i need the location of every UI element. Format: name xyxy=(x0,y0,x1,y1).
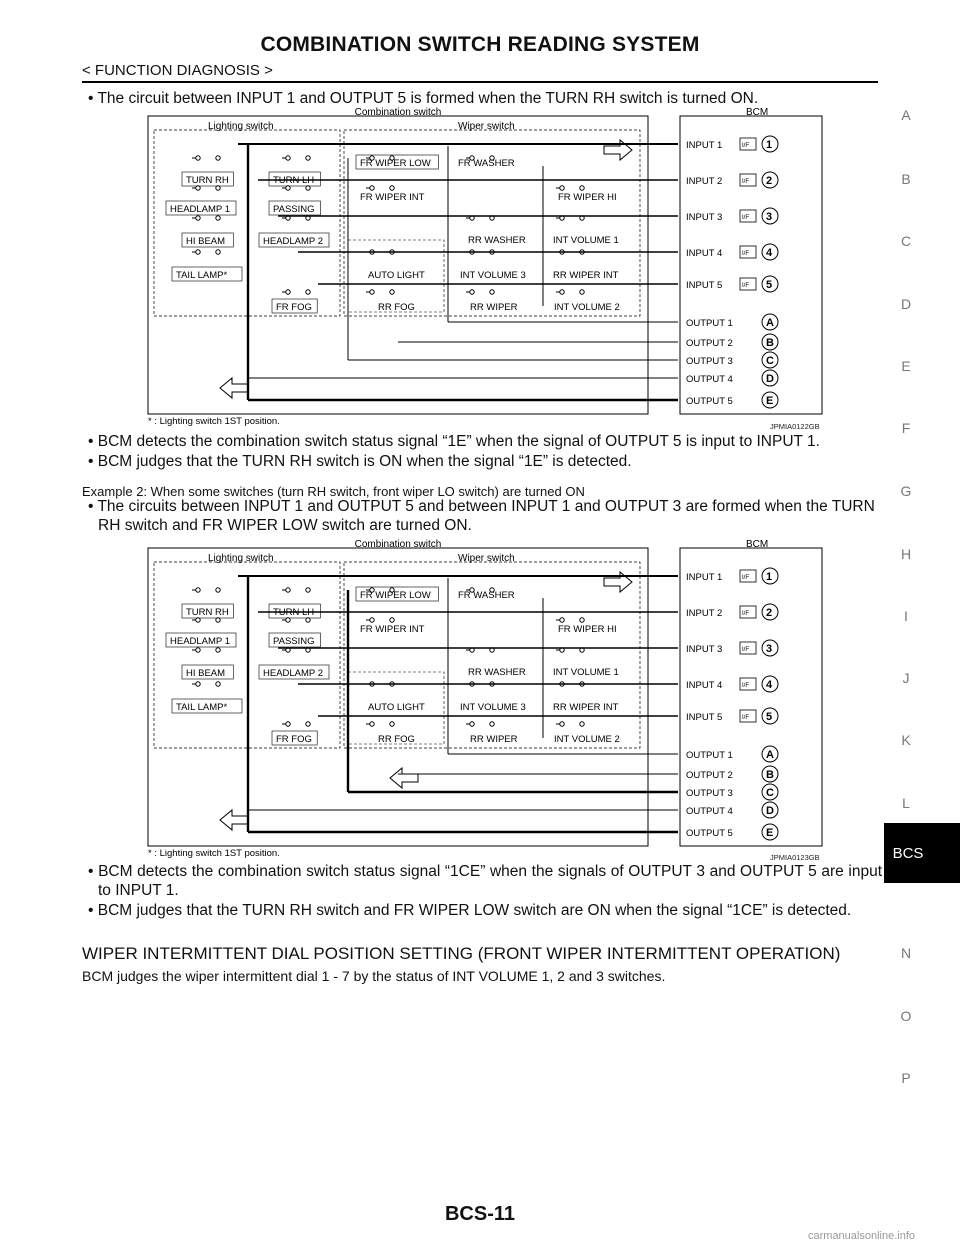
switch-label: INT VOLUME 1 xyxy=(553,667,619,678)
side-tab-n[interactable]: N xyxy=(900,945,912,961)
side-tab-j[interactable]: J xyxy=(902,670,910,686)
switch-label: PASSING xyxy=(273,636,315,647)
switch-label: FR WIPER HI xyxy=(558,624,617,635)
switch-label: RR WIPER xyxy=(470,734,518,745)
side-tab-c[interactable]: C xyxy=(900,233,912,249)
switch-turn-lh xyxy=(282,588,310,592)
bcm-output-label: OUTPUT 5 xyxy=(686,396,733,407)
bcm-input-label: INPUT 2 xyxy=(686,608,723,619)
bcm-input-label: INPUT 4 xyxy=(686,248,723,259)
diagram-footnote: * : Lighting switch 1ST position. xyxy=(148,848,280,859)
output-letter: A xyxy=(766,749,774,761)
switch-label: HEADLAMP 2 xyxy=(263,668,324,679)
side-tab-p[interactable]: P xyxy=(901,1070,911,1086)
if-label: I/F xyxy=(742,251,749,257)
section-intro: BCM judges the wiper intermittent dial 1 - 7 by the status of INT VOLUME 1, 2 and 3 switches. xyxy=(82,968,666,984)
bcm-output-label: OUTPUT 5 xyxy=(686,828,733,839)
switch-label: FR WASHER xyxy=(458,158,515,169)
flow-arrow-left-icon xyxy=(220,810,248,830)
switch-label: TURN RH xyxy=(186,607,229,618)
bcm-input-label: INPUT 1 xyxy=(686,572,723,583)
switch-label: FR FOG xyxy=(276,734,312,745)
breadcrumb: < FUNCTION DIAGNOSIS > xyxy=(82,62,273,79)
bcm-input-label: INPUT 5 xyxy=(686,280,723,291)
switch-label: FR WIPER INT xyxy=(360,192,425,203)
if-label: I/F xyxy=(742,143,749,149)
bcm-output-label: OUTPUT 1 xyxy=(686,750,733,761)
bcm-input-label: INPUT 4 xyxy=(686,680,723,691)
output-letter: E xyxy=(766,395,774,407)
switch-label: RR WIPER INT xyxy=(553,702,619,713)
switch-label: TURN RH xyxy=(186,175,229,186)
side-tab-d[interactable]: D xyxy=(900,296,912,312)
if-label: I/F xyxy=(742,215,749,221)
bcm-output-label: OUTPUT 4 xyxy=(686,806,733,817)
wiper-switch-label: Wiper switch xyxy=(458,121,515,132)
input-number: 4 xyxy=(766,679,773,691)
if-label: I/F xyxy=(742,575,749,581)
lighting-switch-label: Lighting switch xyxy=(208,121,274,132)
switch-label: TURN LH xyxy=(273,607,315,618)
input-number: 3 xyxy=(766,643,773,655)
side-tab-e[interactable]: E xyxy=(901,358,911,374)
switch-turn-rh xyxy=(192,588,220,592)
flow-arrow-left-icon xyxy=(220,378,248,398)
switch-label: RR WASHER xyxy=(468,667,526,678)
bcm-box xyxy=(680,548,822,846)
switch-label: HEADLAMP 1 xyxy=(170,636,231,647)
bcm-output-label: OUTPUT 4 xyxy=(686,374,733,385)
bcm-label: BCM xyxy=(746,107,769,118)
example-2-heading: Example 2: When some switches (turn RH switch, front wiper LO switch) are turned ON xyxy=(82,484,585,499)
switch-headlamp1 xyxy=(192,618,220,622)
bcm-output-label: OUTPUT 2 xyxy=(686,338,733,349)
bcm-input-label: INPUT 2 xyxy=(686,176,723,187)
page-number: BCS-11 xyxy=(444,1203,516,1225)
figure-code: JPMIA0123GB xyxy=(770,853,820,862)
side-tab-l[interactable]: L xyxy=(902,795,910,811)
switch-label: RR WIPER INT xyxy=(553,270,619,281)
output-letter: D xyxy=(766,373,774,385)
bcm-output-label: OUTPUT 1 xyxy=(686,318,733,329)
switch-int-volume2 xyxy=(556,290,584,294)
switch-fr-wiper-int xyxy=(366,618,394,622)
output-letter: B xyxy=(766,337,774,349)
bullet-bcm-detects-1e: • BCM detects the combination switch status signal “1E” when the signal of OUTPUT 5 is input to INPUT 1. xyxy=(88,433,820,450)
side-tab-f[interactable]: F xyxy=(901,420,911,436)
switch-label: TURN LH xyxy=(273,175,315,186)
figure-code: JPMIA0122GB xyxy=(770,422,820,431)
if-label: I/F xyxy=(742,647,749,653)
switch-label: RR WASHER xyxy=(468,235,526,246)
switch-turn-lh xyxy=(282,156,310,160)
input-number: 5 xyxy=(766,711,773,723)
output-letter: D xyxy=(766,805,774,817)
if-label: I/F xyxy=(742,179,749,185)
page-title: COMBINATION SWITCH READING SYSTEM xyxy=(260,33,700,56)
output-letter: C xyxy=(766,787,774,799)
bullet-circuits-formed: • The circuits between INPUT 1 and OUTPUT 5 and between INPUT 1 and OUTPUT 3 are formed when the TURN RH switch and FR WIPER LOW switch are turned ON. xyxy=(88,498,875,534)
bullet-bcm-judges-1e: • BCM judges that the TURN RH switch is ON when the signal “1E” is detected. xyxy=(88,453,632,470)
bullet-circuit-turn-rh: • The circuit between INPUT 1 and OUTPUT 5 is formed when the TURN RH switch is turned ON. xyxy=(88,90,759,107)
switch-rr-wiper xyxy=(466,722,494,726)
section-heading: WIPER INTERMITTENT DIAL POSITION SETTING (FRONT WIPER INTERMITTENT OPERATION) xyxy=(82,944,841,963)
input-number: 4 xyxy=(766,247,773,259)
switch-label: INT VOLUME 2 xyxy=(554,734,620,745)
input-number: 5 xyxy=(766,279,773,291)
switch-label: INT VOLUME 1 xyxy=(553,235,619,246)
input-number: 1 xyxy=(766,571,773,583)
lighting-switch-label: Lighting switch xyxy=(208,553,274,564)
switch-hi-beam xyxy=(192,216,220,220)
bcm-output-label: OUTPUT 3 xyxy=(686,788,733,799)
switch-label: INT VOLUME 3 xyxy=(460,702,526,713)
if-label: I/F xyxy=(742,283,749,289)
side-tab-i[interactable]: I xyxy=(904,608,908,624)
switch-fr-wiper-hi xyxy=(556,186,584,190)
switch-rr-wiper xyxy=(466,290,494,294)
side-tab-k[interactable]: K xyxy=(901,732,911,748)
switch-label: FR WIPER INT xyxy=(360,624,425,635)
switch-label: AUTO LIGHT xyxy=(368,270,425,281)
switch-label: HEADLAMP 2 xyxy=(263,236,324,247)
bullet-bcm-detects-1ce: • BCM detects the combination switch status signal “1CE” when the signals of OUTPUT 3 and OUTPUT 5 are input to INPUT 1. xyxy=(88,863,883,899)
switch-label: HEADLAMP 1 xyxy=(170,204,231,215)
switch-label: FR WIPER LOW xyxy=(360,158,431,169)
output-letter: C xyxy=(766,355,774,367)
bcm-input-label: INPUT 3 xyxy=(686,644,723,655)
header-divider xyxy=(82,81,878,83)
switch-rr-fog xyxy=(366,722,394,726)
bcm-output-label: OUTPUT 3 xyxy=(686,356,733,367)
switch-passing xyxy=(282,618,310,622)
side-tab-h[interactable]: H xyxy=(900,546,912,562)
switch-label: FR FOG xyxy=(276,302,312,313)
side-tab-o[interactable]: O xyxy=(900,1008,912,1024)
watermark: carmanualsonline.info xyxy=(808,1230,916,1242)
switch-label: INT VOLUME 2 xyxy=(554,302,620,313)
bcm-box xyxy=(680,116,822,414)
side-tab-strip xyxy=(884,0,960,1242)
switch-label: FR WIPER HI xyxy=(558,192,617,203)
if-label: I/F xyxy=(742,715,749,721)
if-label: I/F xyxy=(742,683,749,689)
side-tab-a[interactable]: A xyxy=(901,107,911,123)
bcm-input-label: INPUT 3 xyxy=(686,212,723,223)
bcm-input-label: INPUT 5 xyxy=(686,712,723,723)
output-letter: A xyxy=(766,317,774,329)
switch-label: RR FOG xyxy=(378,302,415,313)
if-label: I/F xyxy=(742,611,749,617)
switch-label: RR WIPER xyxy=(470,302,518,313)
switch-label: AUTO LIGHT xyxy=(368,702,425,713)
switch-fr-wiper-int xyxy=(366,186,394,190)
switch-label: TAIL LAMP* xyxy=(176,270,228,281)
switch-rr-fog xyxy=(366,290,394,294)
output-letter: E xyxy=(766,827,774,839)
switch-passing xyxy=(282,186,310,190)
bcm-label: BCM xyxy=(746,539,769,550)
switch-label: INT VOLUME 3 xyxy=(460,270,526,281)
input-number: 2 xyxy=(766,607,773,619)
switch-fr-fog xyxy=(282,290,310,294)
wiper-switch-label: Wiper switch xyxy=(458,553,515,564)
input-number: 1 xyxy=(766,139,773,151)
side-tab-g[interactable]: G xyxy=(900,483,912,499)
combination-switch-label: Combination switch xyxy=(354,107,442,118)
bullet-bcm-judges-1ce: • BCM judges that the TURN RH switch and FR WIPER LOW switch are ON when the signal “1CE” is detected. xyxy=(88,902,852,919)
switch-label: TAIL LAMP* xyxy=(176,702,228,713)
combination-switch-label: Combination switch xyxy=(354,539,442,550)
switch-fr-fog xyxy=(282,722,310,726)
output-letter: B xyxy=(766,769,774,781)
flow-arrow-left-icon xyxy=(390,768,418,788)
switch-hi-beam xyxy=(192,648,220,652)
switch-label: FR WASHER xyxy=(458,590,515,601)
bcm-output-label: OUTPUT 2 xyxy=(686,770,733,781)
side-tab-b[interactable]: B xyxy=(901,171,911,187)
switch-int-volume2 xyxy=(556,722,584,726)
switch-tail-lamp xyxy=(192,250,220,254)
switch-label: HI BEAM xyxy=(186,236,226,247)
diagram-footnote: * : Lighting switch 1ST position. xyxy=(148,416,280,427)
side-tab-active[interactable]: BCS xyxy=(884,823,960,883)
switch-label: RR FOG xyxy=(378,734,415,745)
input-number: 2 xyxy=(766,175,773,187)
switch-label: FR WIPER LOW xyxy=(360,590,431,601)
switch-headlamp1 xyxy=(192,186,220,190)
switch-label: PASSING xyxy=(273,204,315,215)
switch-turn-rh xyxy=(192,156,220,160)
switch-label: HI BEAM xyxy=(186,668,226,679)
switch-fr-wiper-hi xyxy=(556,618,584,622)
switch-tail-lamp xyxy=(192,682,220,686)
bcm-input-label: INPUT 1 xyxy=(686,140,723,151)
input-number: 3 xyxy=(766,211,773,223)
